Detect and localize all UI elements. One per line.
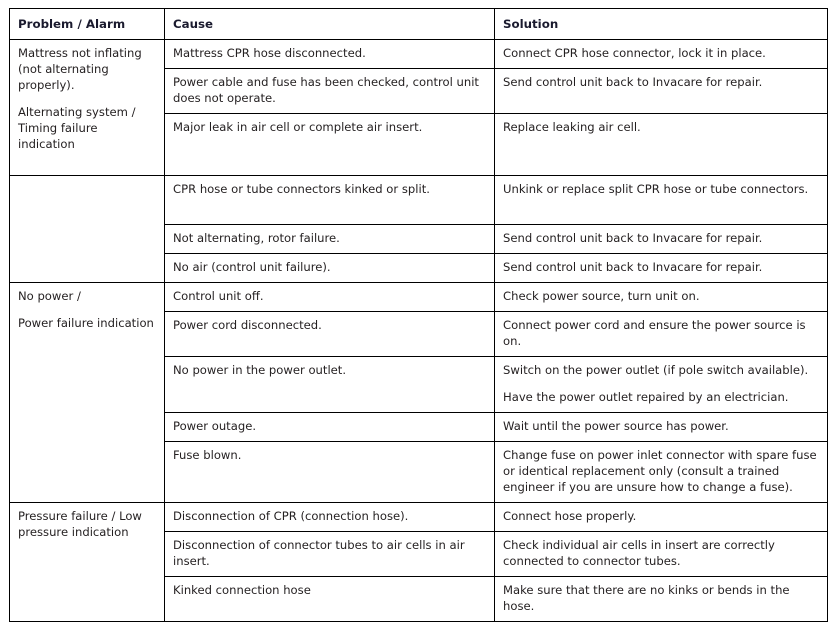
solution-line-extra: Have the power outlet repaired by an electrician. bbox=[503, 390, 789, 405]
cause-cell: Power outage. bbox=[165, 413, 495, 442]
solution-cell: Replace leaking air cell. bbox=[495, 114, 828, 176]
troubleshooting-table bbox=[9, 8, 828, 622]
solution-cell: Wait until the power source has power. bbox=[495, 413, 828, 442]
cause-cell: Kinked connection hose bbox=[165, 577, 495, 622]
table-body bbox=[10, 40, 828, 622]
solution-cell: Connect power cord and ensure the power source is on. bbox=[495, 312, 828, 357]
cause-cell: Major leak in air cell or complete air insert. bbox=[165, 114, 495, 176]
column-header-problem: Problem / Alarm bbox=[10, 9, 165, 40]
solution-line: Switch on the power outlet (if pole switch available). bbox=[503, 363, 809, 378]
table-row bbox=[10, 176, 828, 225]
table-row bbox=[10, 283, 828, 312]
solution-cell: Unkink or replace split CPR hose or tube connectors. bbox=[495, 176, 828, 225]
problem-line: No power / bbox=[18, 289, 81, 304]
solution-cell: Connect CPR hose connector, lock it in place. bbox=[495, 40, 828, 69]
solution-cell: Check individual air cells in insert are correctly connected to connector tubes. bbox=[495, 532, 828, 577]
cause-cell: No power in the power outlet. bbox=[165, 357, 495, 413]
table-header bbox=[10, 9, 828, 40]
cause-cell: Mattress CPR hose disconnected. bbox=[165, 40, 495, 69]
column-header-solution: Solution bbox=[495, 9, 828, 40]
header-row bbox=[10, 9, 828, 40]
solution-cell: Send control unit back to Invacare for repair. bbox=[495, 254, 828, 283]
cause-cell: Control unit off. bbox=[165, 283, 495, 312]
solution-cell: Make sure that there are no kinks or bends in the hose. bbox=[495, 577, 828, 622]
cause-cell: Disconnection of connector tubes to air cells in air insert. bbox=[165, 532, 495, 577]
solution-cell: Change fuse on power inlet connector with spare fuse or identical replacement only (consult a trained engineer if you are unsure how to change a fuse). bbox=[495, 442, 828, 503]
solution-cell: Send control unit back to Invacare for repair. bbox=[495, 69, 828, 114]
problem-line: Alternating system / Timing failure indication bbox=[18, 105, 136, 152]
solution-cell: Connect hose properly. bbox=[495, 503, 828, 532]
problem-cell-group-1 bbox=[10, 40, 165, 176]
cause-cell: Fuse blown. bbox=[165, 442, 495, 503]
problem-line: Mattress not inflating (not alternating properly). bbox=[18, 46, 142, 93]
problem-line: Power failure indication bbox=[18, 316, 154, 331]
solution-cell bbox=[495, 357, 828, 413]
cause-cell: No air (control unit failure). bbox=[165, 254, 495, 283]
table-row bbox=[10, 503, 828, 532]
problem-line: Pressure failure / Low pressure indication bbox=[18, 509, 142, 540]
column-header-cause: Cause bbox=[165, 9, 495, 40]
cause-cell: Not alternating, rotor failure. bbox=[165, 225, 495, 254]
problem-cell-group-3 bbox=[10, 283, 165, 503]
problem-cell-group-4 bbox=[10, 503, 165, 622]
problem-cell-group-2-empty bbox=[10, 176, 165, 283]
cause-cell: Disconnection of CPR (connection hose). bbox=[165, 503, 495, 532]
solution-cell: Check power source, turn unit on. bbox=[495, 283, 828, 312]
table-row bbox=[10, 40, 828, 69]
cause-cell: CPR hose or tube connectors kinked or split. bbox=[165, 176, 495, 225]
cause-cell: Power cord disconnected. bbox=[165, 312, 495, 357]
cause-cell: Power cable and fuse has been checked, control unit does not operate. bbox=[165, 69, 495, 114]
solution-cell: Send control unit back to Invacare for repair. bbox=[495, 225, 828, 254]
